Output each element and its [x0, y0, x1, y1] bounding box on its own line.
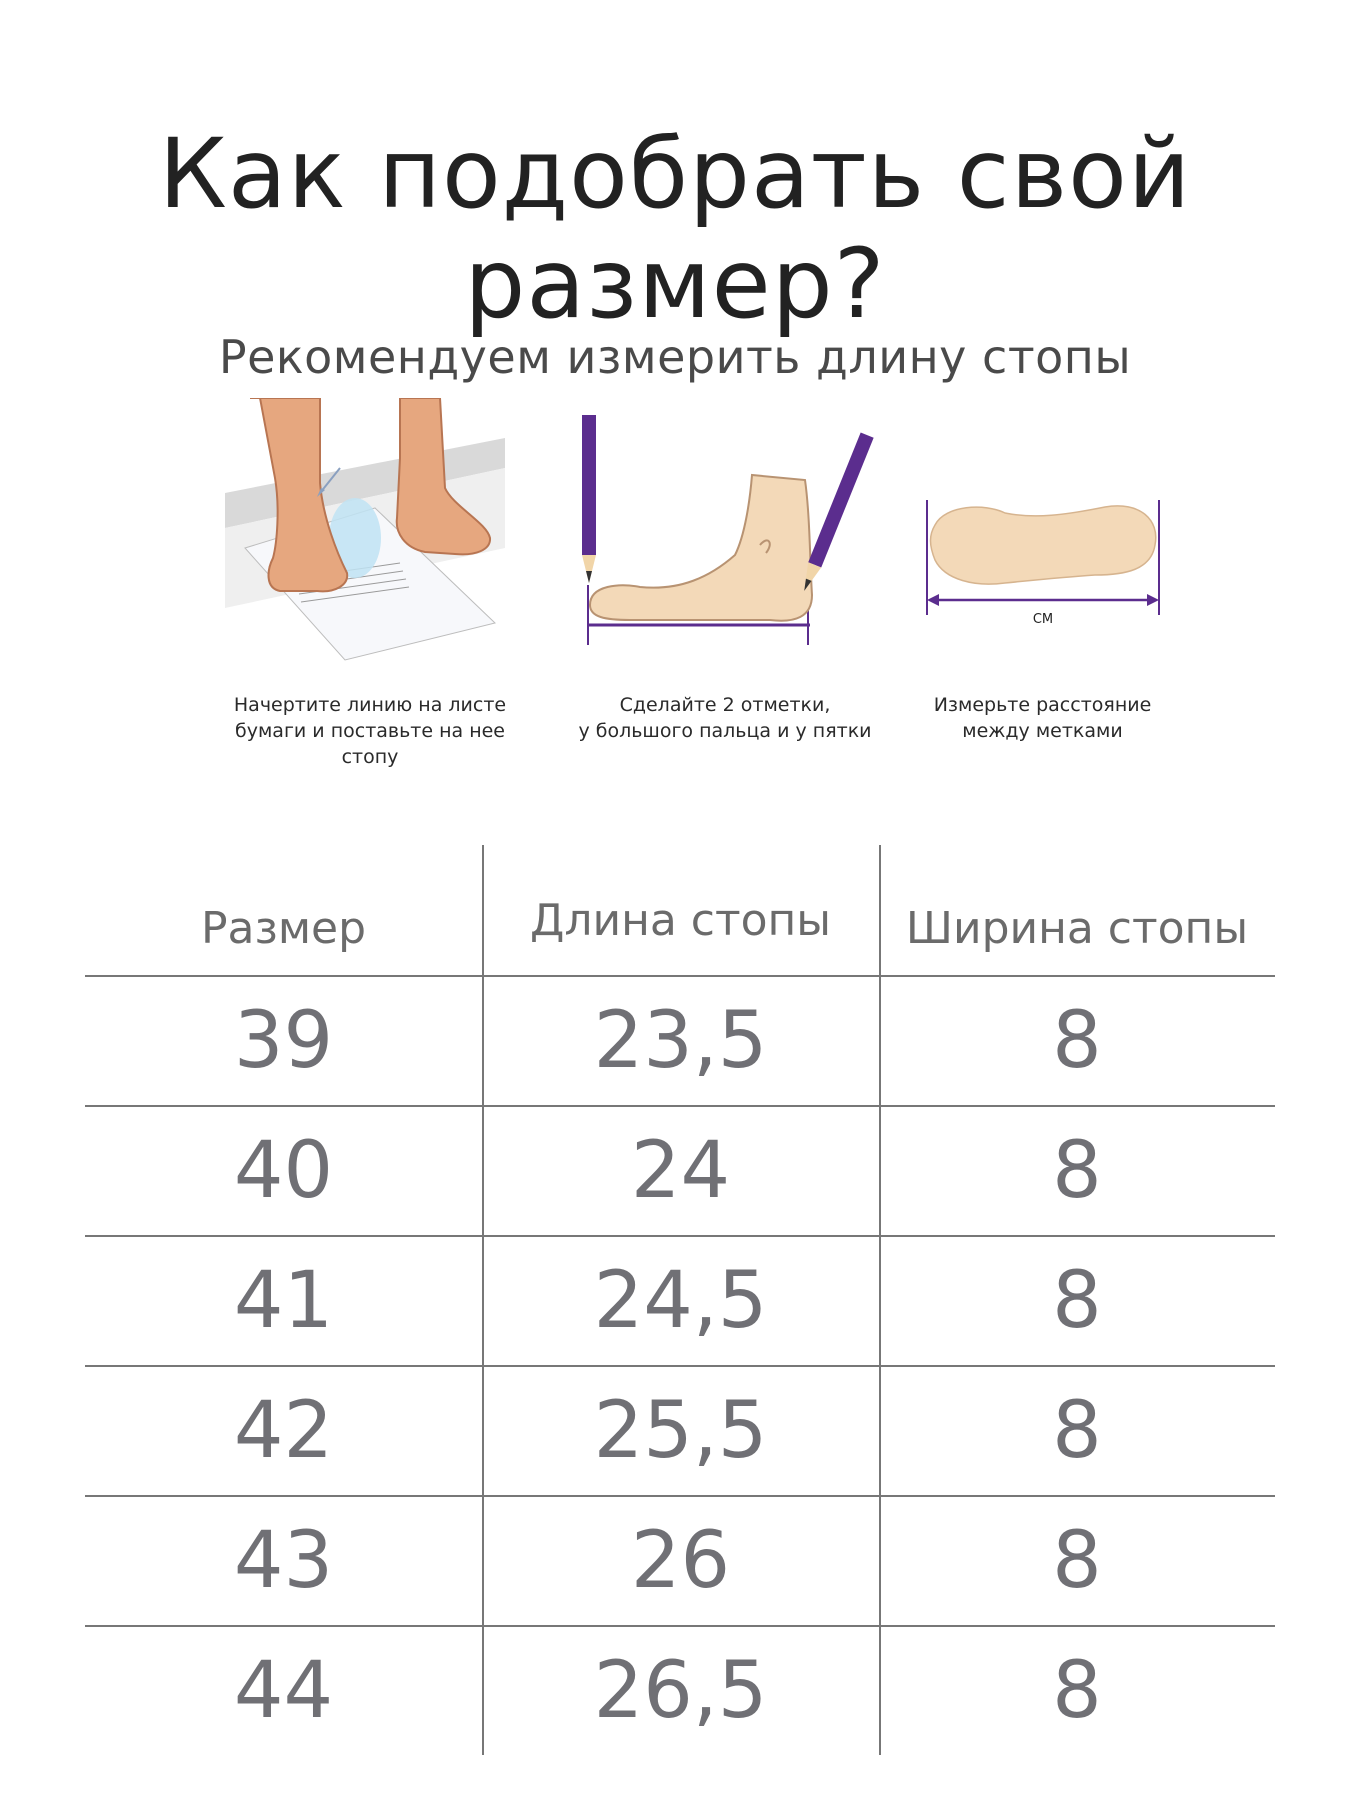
- table-row: [85, 1236, 1275, 1365]
- size-value: 44: [233, 1645, 334, 1736]
- size-value: 42: [233, 1385, 334, 1476]
- size-table: [85, 845, 1275, 1755]
- page-title: [0, 119, 1350, 339]
- table-row: [85, 976, 1275, 1105]
- footprint-measure-illustration: [915, 495, 1170, 655]
- width-value: 8: [1052, 1255, 1102, 1346]
- left-pencil-icon: [582, 415, 596, 583]
- feet-on-paper-illustration: [225, 398, 505, 663]
- subtitle: Рекомендуем измерить длину стопы: [218, 330, 1132, 384]
- header-foot-length: Длина стопы: [529, 894, 832, 946]
- step-1-caption: Начертите линию на листе бумаги и поставьте на нее стопу: [233, 694, 507, 768]
- table-row: [85, 1626, 1275, 1755]
- foot-with-pencils-illustration: [560, 405, 905, 645]
- width-value: 8: [1052, 995, 1102, 1086]
- size-value: 43: [233, 1515, 334, 1606]
- width-value: 8: [1052, 1385, 1102, 1476]
- title-line-1: Как подобрать свой: [158, 118, 1192, 231]
- size-value: 39: [233, 995, 334, 1086]
- length-value: 26,5: [593, 1645, 768, 1736]
- length-value: 24,5: [593, 1255, 768, 1346]
- size-value: 40: [233, 1125, 334, 1216]
- length-value: 23,5: [593, 995, 768, 1086]
- width-value: 8: [1052, 1515, 1102, 1606]
- width-value: 8: [1052, 1125, 1102, 1216]
- ruler-unit-label: СМ: [1032, 612, 1054, 627]
- table-row: [85, 1496, 1275, 1625]
- length-value: 24: [630, 1125, 731, 1216]
- length-value: 26: [630, 1515, 731, 1606]
- length-value: 25,5: [593, 1385, 768, 1476]
- title-line-2: размер?: [464, 228, 886, 341]
- table-row: [85, 1106, 1275, 1235]
- header-size: Размер: [200, 902, 367, 954]
- size-value: 41: [233, 1255, 334, 1346]
- width-value: 8: [1052, 1645, 1102, 1736]
- table-row: [85, 1366, 1275, 1495]
- header-foot-width: Ширина стопы: [905, 902, 1249, 954]
- step-2-caption: Сделайте 2 отметки, у большого пальца и у пятки: [578, 694, 872, 742]
- step-3-caption: Измерьте расстояние между метками: [933, 694, 1152, 742]
